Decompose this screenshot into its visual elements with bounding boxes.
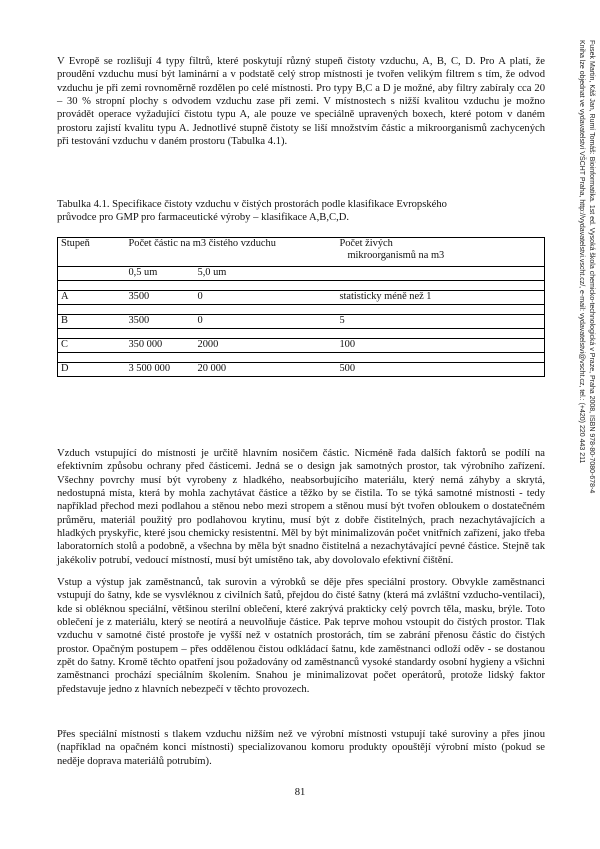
particles-50-cell: 2000 <box>195 339 337 353</box>
particles-05-cell: 350 000 <box>125 339 194 353</box>
paragraph-staff-entry: Vstup a výstup jak zaměstnanců, tak surovin a výrobků se děje přes speciální prostory. Obvykle zaměstnanci vstupují do šatny, kde se vysvléknou z civilních šatů, přejdou do čisté šatny (která má zvláštní vzducho-ventilaci), kde si obléknou speciální, většinou sterilní oblečení, které zakrývá prakticky celý povrch těla, masku, brýle. Toto oblečení je z materiálu, který se neotírá a neuvolňuje částice. Pak teprve mohou vstoupit do čistých prostor. Tlak vzduchu v samotné čisté prostoře je vyšší než v ostatních prostorách, tím se zabrání přenosu částic do čistých prostor. Opačným postupem – přes oddělenou čistou odkládací šatnu, kde zaměstnanci odloží oděv - se dostanou zpět do šatny. Kromě těchto opatření jsou požadovány od zaměstnanců vysoké standardy osobní hygieny a všichni zaměstnanci prochází speciálním školením. Snahou je minimalizovat počet operátorů, protože lidský faktor představuje jedno z hlavních nebezpečí v těchto provozech. <box>57 577 545 695</box>
particles-05-cell: 3 500 000 <box>125 363 194 377</box>
table-caption: Tabulka 4.1. Specifikace čistoty vzduchu v čistých prostorách podle klasifikace Evropského průvodce pro GMP pro farmaceutické výroby – klasifikace A,B,C,D. <box>57 199 447 224</box>
particles-50-cell: 0 <box>195 315 337 329</box>
microorganisms-cell: 100 <box>336 339 544 353</box>
table-header-row <box>58 238 545 267</box>
grade-cell: D <box>58 363 126 377</box>
side-citation-line2: Kniha lze objednat ve vydavatelství VŠCHT Praha, http://vydavatelstvi.vscht.cz/, e-mail: vydavatelstvi@vscht.cz, tel.: (+420) 220 443 211 <box>578 40 586 464</box>
particles-05-cell: 3500 <box>125 315 194 329</box>
header-microorganisms-line2: mikroorganismů na m3 <box>347 250 445 261</box>
particles-50-cell: 20 000 <box>195 363 337 377</box>
grade-cell: C <box>58 339 126 353</box>
paragraph-filter-types: V Evropě se rozlišují 4 typy filtrů, které poskytují různý stupeň čistoty vzduchu, A, B, C, D. Pro A platí, že proudění vzduchu musí být laminární a v podstatě celý strop místnosti je tvořen velikým filtrem s tím, že odvod vzduchu je při zemi rovnoměrně rozdělen po celé místnosti. Pro typy B,C a D je možné, aby filtry zabíraly cca 20 – 30 % stropní plochy s odvodem vzduchu zase při zemi. V místnostech s nižší kvalitou vzduchu je možno provádět operace vyžadující čistotu typu A, ale pouze ve speciálně upravených boxech, které potom v daném prostoru zajistí kvalitu typu A. Jednotlivé stupně čistoty se liší množstvím částic a mikroorganismů zachycených při testování vzduchu v daném prostoru (Tabulka 4.1). <box>57 56 545 148</box>
header-microorganisms <box>336 238 544 267</box>
header-microorganisms-line1: Počet živých <box>339 238 393 249</box>
cleanliness-table <box>57 237 545 377</box>
particles-05-cell: 3500 <box>125 291 194 305</box>
table-row <box>58 339 545 353</box>
page-number: 81 <box>294 787 306 798</box>
side-citation-line1: Fusek Martin, Káš Jan, Rumí Tomáš: Bioinformatika. 1st ed. Vysoká škola chemicko-technologická v Praze, Praha 2008, ISBN 978-80-7080-678-4 <box>588 40 595 494</box>
microorganisms-cell: statisticky méně než 1 <box>336 291 544 305</box>
table-subheader-row <box>58 267 545 281</box>
microorganisms-cell: 500 <box>336 363 544 377</box>
grade-cell: B <box>58 315 126 329</box>
grade-cell: A <box>58 291 126 305</box>
header-particles: Počet částic na m3 čistého vzduchu <box>125 238 336 267</box>
paragraph-air-particles: Vzduch vstupující do místnosti je určitě hlavním nosičem částic. Nicméně řada dalších faktorů se podílí na efektivním způsobu ochrany před částicemi. Jedná se o design jak samotných prostor, tak výrobního zařízení. Všechny povrchy musí být vyrobeny z hladkého, neabsorbujícího materiálu, který nemá záhyby a skrytá, nedostupná místa, která by mohla zachytávat částice a těžko by se čistila. To se týká samotné místnosti - tedy například přechod mezi podlahou a stěnou nebo mezi stropem a stěnou musí být tvořen obloukem o dostatečném průměru, materiál použitý pro podlahovou krytinu, musí být z dobře čistitelných, prach nezachytávajících a hladkých pryskyřic, které jsou chemicky resistentní. Měl by být minimalizován počet vnitřních zařízení, jako třeba laboratorních stolů a podobně, a všechna by měla být snadno čistitelná a nezachytávající pevné částice. Stejně tak jakékoliv potrubí, vedoucí místností, musí být umístěno tak, aby dovolovalo efektivní čištění. <box>57 448 545 566</box>
paragraph-materials-entry: Přes speciální místnosti s tlakem vzduchu nižším než ve výrobní místnosti vstupují také suroviny a přes jinou (například na opačném konci místnosti) specializovanou komoru produkty opouštějí výrobní místo (pokud se neděje doprava materiálů potrubím). <box>57 729 545 767</box>
side-citation <box>548 40 598 600</box>
microorganisms-cell: 5 <box>336 315 544 329</box>
particles-50-cell: 0 <box>195 291 337 305</box>
subheader-5-0um: 5,0 um <box>195 267 337 281</box>
subheader-0-5um: 0,5 um <box>125 267 194 281</box>
table-row <box>58 315 545 329</box>
header-grade: Stupeň <box>58 238 126 267</box>
table-row <box>58 363 545 377</box>
table-row <box>58 291 545 305</box>
